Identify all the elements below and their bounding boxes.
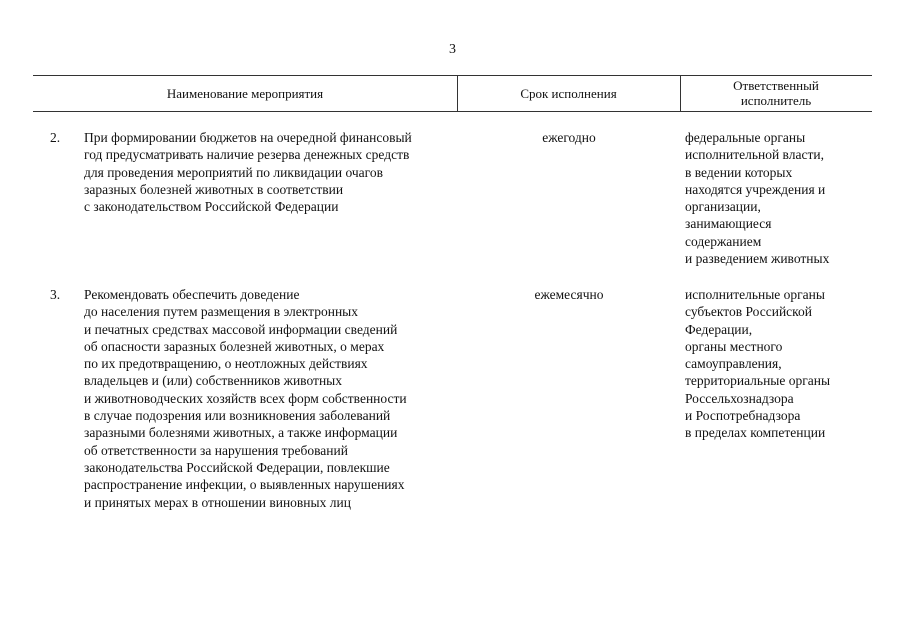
header-name-cell: [33, 75, 457, 111]
row-term: ежегодно: [542, 130, 596, 145]
resp-line: занимающиеся: [685, 216, 772, 232]
header-col-resp-line: Ответственный: [733, 78, 819, 93]
resp-line: субъектов Российской: [685, 304, 813, 320]
name-line: заразных болезней животных в соответствии: [84, 181, 344, 197]
resp-line: находятся учреждения и: [685, 181, 826, 197]
header-col-name: Наименование мероприятия: [166, 85, 324, 101]
resp-line: и Роспотребнадзора: [685, 408, 801, 424]
name-line: При формировании бюджетов на очередной финансовый: [84, 130, 412, 145]
row-number: 3.: [50, 287, 61, 302]
page-number: 3: [449, 42, 456, 57]
table-header-bottom-border: [33, 111, 872, 112]
row-number: 2.: [50, 130, 61, 145]
resp-line: и разведением животных: [685, 251, 830, 267]
header-col-resp-line: исполнитель: [740, 93, 812, 108]
name-line: в случае подозрения или возникновения заболеваний: [84, 408, 391, 424]
resp-line: самоуправления,: [685, 356, 782, 372]
resp-line: в ведении которых: [685, 164, 793, 180]
name-line: с законодательством Российской Федерации: [84, 199, 339, 215]
name-line: для проведения мероприятий по ликвидации очагов: [84, 164, 383, 180]
resp-line: территориальные органы: [685, 373, 831, 389]
row-name: [84, 129, 459, 215]
resp-line: органы местного: [685, 338, 783, 354]
name-line: год предусматривать наличие резерва денежных средств: [84, 147, 410, 163]
resp-line: Федерации,: [685, 321, 753, 337]
header-term-cell: [457, 75, 680, 111]
row-name: [84, 286, 459, 511]
header-col-term: Срок исполнения: [520, 85, 617, 101]
resp-line: федеральные органы: [685, 130, 806, 145]
name-line: и печатных средствах массовой информации сведений: [84, 321, 398, 337]
resp-line: в пределах компетенции: [685, 425, 826, 441]
name-line: Рекомендовать обеспечить доведение: [84, 287, 300, 302]
name-line: об опасности заразных болезней животных, о мерах: [84, 338, 385, 354]
resp-line: организации,: [685, 199, 761, 215]
name-line: и принятых мерах в отношении виновных лиц: [84, 494, 351, 510]
name-line: до населения путем размещения в электронных: [84, 304, 358, 320]
header-resp-cell: [680, 75, 872, 111]
name-line: по их предотвращению, о неотложных действиях: [84, 356, 368, 372]
row-responsible: [685, 129, 875, 267]
name-line: и животноводческих хозяйств всех форм собственности: [84, 390, 407, 406]
resp-line: исполнительной власти,: [685, 147, 824, 163]
name-line: об ответственности за нарушения требований: [84, 442, 348, 458]
name-line: владельцев и (или) собственников животных: [84, 373, 342, 389]
resp-line: содержанием: [685, 233, 762, 249]
name-line: распространение инфекции, о выявленных нарушениях: [84, 477, 405, 493]
name-line: законодательства Российской Федерации, повлекшие: [84, 459, 390, 475]
resp-line: Россельхознадзора: [685, 390, 794, 406]
resp-line: исполнительные органы: [685, 287, 825, 302]
row-responsible: [685, 286, 875, 442]
name-line: заразными болезнями животных, а также информации: [84, 425, 398, 441]
row-term: ежемесячно: [534, 287, 604, 302]
